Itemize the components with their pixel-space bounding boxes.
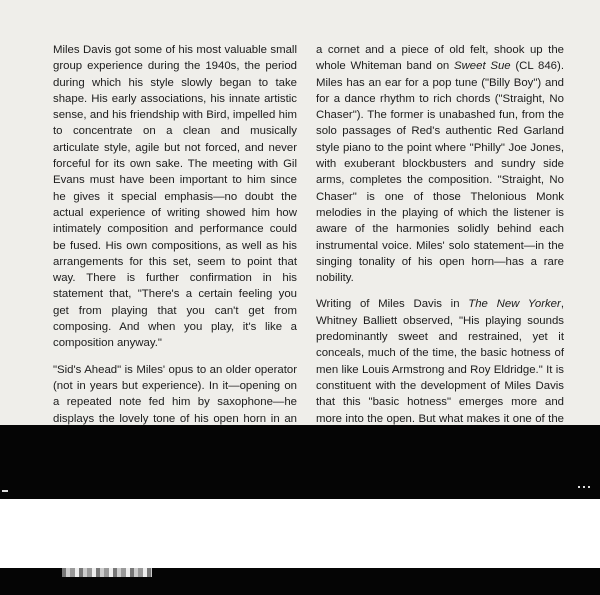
left-paragraph-1: Miles Davis got some of his most valuable small group experience during the 1940s, the period during which his style slowly began to take shape. His early associations, his innate artistic sense, and his friendship with Bird, impelled him to concentrate on a clean and musically articulate style, agile but not forced, and never forceful for its own sake. The meeting with Gil Evans must have been important to him since he gives it special emphasis—no doubt the actual experience of writing showed him how intimately composition and performance could be fused. His own compositions, as well as his arrangements for this set, seem to point that way. There is further confirmation in his statement that, "There's a certain feeling you get from playing that you can't get from composing. And when you play, it's like a composition anyway." [53,44,297,350]
text-run: , Whitney Balliett observed, "His playing sounds predominantly sweet and restrained, yet it conceals, much of the time, the basic hotness of men like Louis Armstrong and Roy Eldridge." It is constituent with the development of Miles Davis that this "basic hotness" emerges more and more into the open. But what makes it one of the [316,298,564,425]
black-band [0,425,600,499]
text-run: a cornet and a piece of old felt, shook up the whole Whiteman band on [316,44,564,73]
blank-area [0,499,600,568]
scan-artifact [62,568,152,577]
right-column [316,42,564,486]
magazine-title: The New Yorker [468,298,561,311]
scan-artifact [578,486,592,488]
left-paragraph-2: "Sid's Ahead" is Miles' opus to an older operator (not in years but experience). In it—opening on a repeated note fed him by saxophone—he displays the lovely tone of his open horn in an [53,363,297,425]
right-paragraph-1 [316,42,564,286]
album-title: Sweet Sue [453,60,511,73]
text-run: Writing of Miles Davis in [316,298,469,311]
scan-artifact [2,490,8,492]
text-run: (CL 846). Miles has an ear for a pop tune ("Billy Boy") and for a dance rhythm to rich chords ("Straight, No Chaser"). The former is unabashed fun, from the solo passages of Red's authentic Red Garland style piano to the point where "Philly" Joe Jones, with exuberant blockbusters and sundry side arms, completes the composition. "Straight, No Chaser" is one of those Thelonious Monk melodies in the playing of which the listener is aware of the harmonies solidly behind each instrumental voice. Miles' solo statement—in the singing tonality of his open horn—has a rare nobility. [316,60,564,285]
